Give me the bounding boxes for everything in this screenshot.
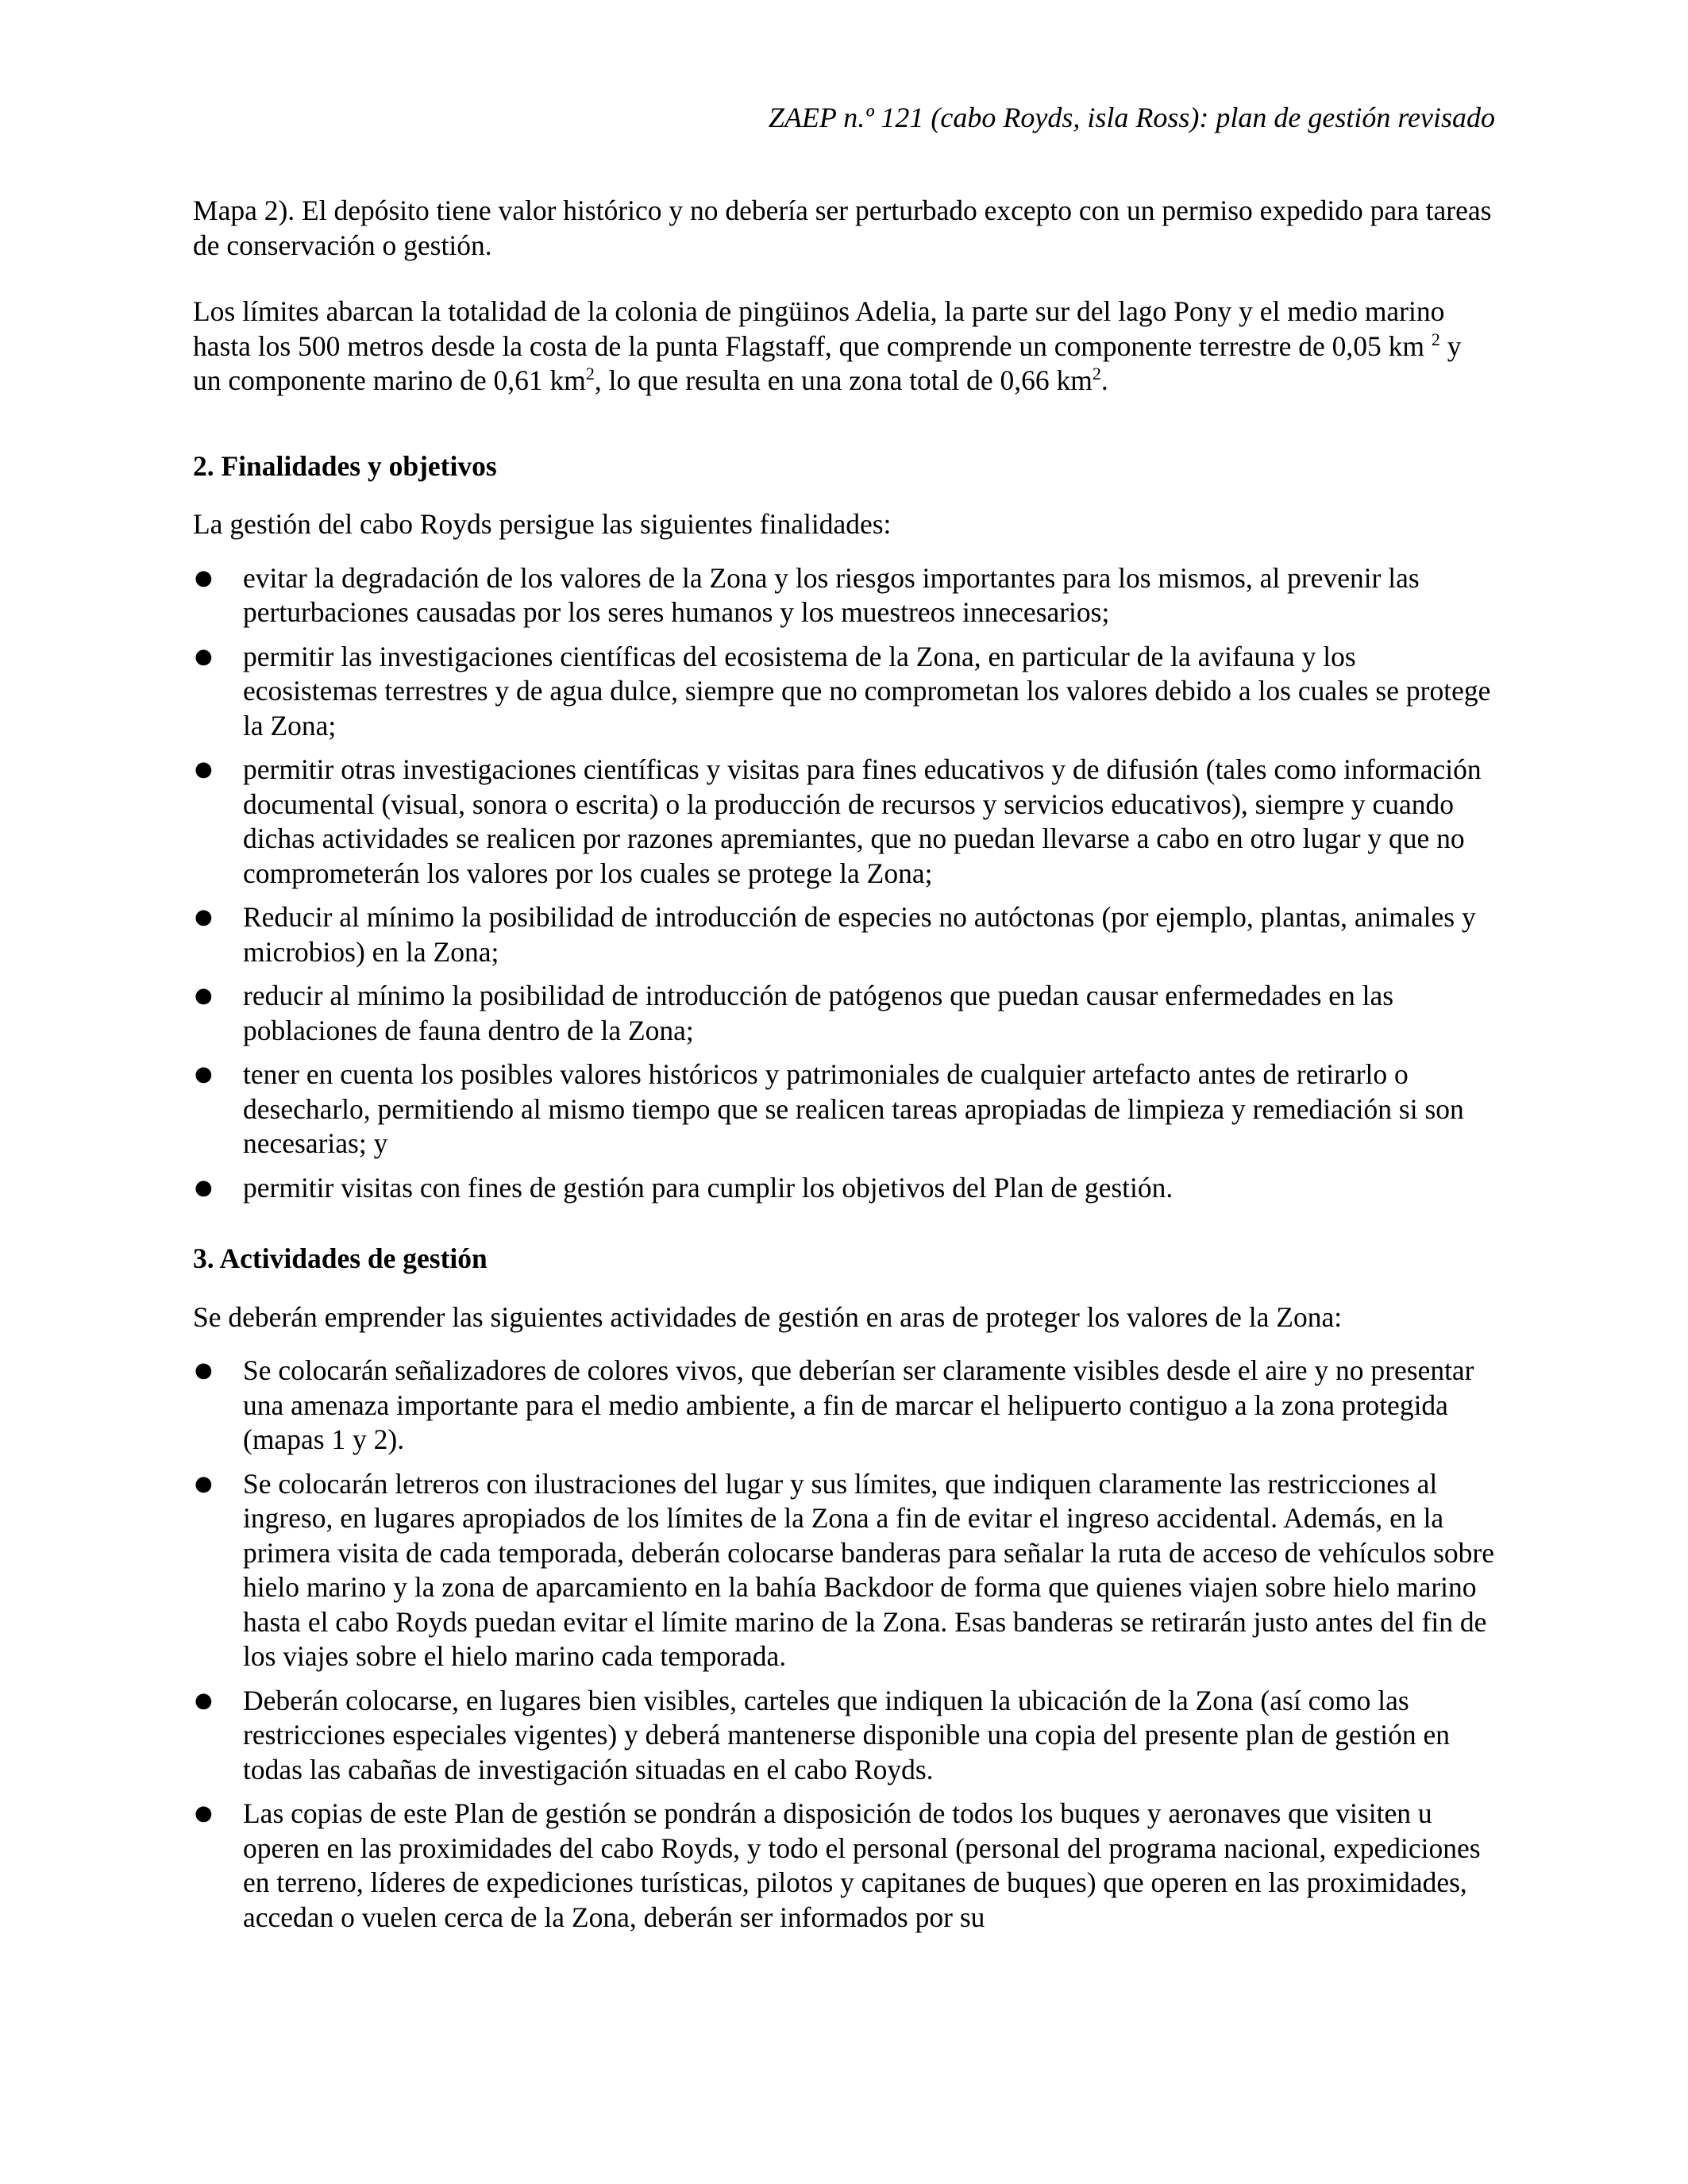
superscript-2: 2 [1092, 364, 1101, 384]
bullet-icon: ● [195, 1688, 213, 1712]
section-heading-management: 3. Actividades de gestión [193, 1242, 488, 1274]
list-item-text: evitar la degradación de los valores de la Zona y los riesgos importantes para los mismos, al prevenir las perturbaciones causadas por los seres humanos y los muestreos innecesarios; [243, 561, 1420, 628]
bullet-icon: ● [195, 1471, 213, 1496]
bullet-icon: ● [195, 757, 213, 781]
bullet-icon: ● [195, 1801, 213, 1825]
list-item [193, 900, 1495, 969]
list-item [193, 640, 1495, 744]
boundaries-text-part4: . [1100, 364, 1108, 396]
list-item-text: permitir visitas con fines de gestión para cumplir los objetivos del Plan de gestión. [243, 1171, 1174, 1204]
list-item [193, 1057, 1495, 1161]
superscript-2: 2 [1431, 329, 1440, 349]
bullet-icon: ● [195, 905, 213, 929]
section-intro-management: Se deberán emprender las siguientes actividades de gestión en aras de proteger los valores de la Zona: [193, 1300, 1343, 1333]
page-content [193, 194, 1495, 1944]
boundaries-text-part1: Los límites abarcan la totalidad de la colonia de pingüinos Adelia, la parte sur del lago Pony y el medio marino hasta los 500 metros desde la costa de la punta Flagstaff, que comprende un componente terrestre de 0,05 km [193, 295, 1445, 362]
list-item-text: reducir al mínimo la posibilidad de introducción de patógenos que puedan causar enfermedades en las poblaciones de fauna dentro de la Zona; [243, 980, 1394, 1046]
continuation-paragraph: Mapa 2). El depósito tiene valor histórico y no debería ser perturbado excepto con un permiso expedido para tareas de conservación o gestión. [193, 195, 1492, 261]
list-item-text: permitir otras investigaciones científicas y visitas para fines educativos y de difusión (tales como información documental (visual, sonora o escrita) o la producción de recursos y servicios educativos), siempre y cuando dichas actividades se realicen por razones apremiantes, que no puedan llevarse a cabo en otro lugar y que no comprometerán los valores por los cuales se protege la Zona; [243, 753, 1482, 889]
superscript-2: 2 [585, 364, 595, 384]
aims-list [193, 561, 1495, 1206]
list-item-text: Las copias de este Plan de gestión se pondrán a disposición de todos los buques y aeronaves que visiten u operen en las proximidades del cabo Royds, y todo el personal (personal del programa nacional, expediciones en terreno, líderes de expediciones turísticas, pilotos y capitanes de buques) que operen en las proximidades, accedan o vuelen cerca de la Zona, deberán ser informados por su [243, 1797, 1481, 1933]
list-item [193, 561, 1495, 630]
boundaries-text-part2: y un componente marino de 0,61 km [193, 329, 1462, 396]
bullet-icon: ● [195, 565, 213, 590]
list-item-text: Reducir al mínimo la posibilidad de introducción de especies no autóctonas (por ejemplo, plantas, animales y microbios) en la Zona; [243, 901, 1476, 968]
list-item-text: permitir las investigaciones científicas del ecosistema de la Zona, en particular de la avifauna y los ecosistemas terrestres y de agua dulce, siempre que no comprometan los valores debido a los cuales se protege la Zona; [243, 640, 1491, 741]
list-item [193, 1354, 1495, 1458]
running-header: ZAEP n.º 121 (cabo Royds, isla Ross): plan de gestión revisado [768, 102, 1495, 133]
list-item-text: Deberán colocarse, en lugares bien visibles, carteles que indiquen la ubicación de la Zona (así como las restricciones especiales vigentes) y deberá mantenerse disponible una copia del presente plan de gestión en todas las cabañas de investigación situadas en el cabo Royds. [243, 1684, 1450, 1785]
list-item-text: Se colocarán señalizadores de colores vivos, que deberían ser claramente visibles desde el aire y no presentar una amenaza importante para el medio ambiente, a fin de marcar el helipuerto contiguo a la zona protegida (mapas 1 y 2). [243, 1354, 1474, 1455]
bullet-icon: ● [195, 1062, 213, 1086]
bullet-icon: ● [195, 1175, 213, 1200]
list-item [193, 1171, 1495, 1206]
bullet-icon: ● [195, 984, 213, 1007]
boundaries-paragraph [193, 295, 1495, 399]
list-item [193, 1797, 1495, 1935]
list-item [193, 753, 1495, 891]
list-item [193, 1467, 1495, 1674]
list-item-text: tener en cuenta los posibles valores históricos y patrimoniales de cualquier artefacto antes de retirarlo o desecharlo, permitiendo al mismo tiempo que se realicen tareas apropiadas de limpieza y remediación si son necesarias; y [243, 1058, 1464, 1159]
list-item [193, 979, 1495, 1048]
bullet-icon: ● [195, 644, 213, 668]
bullet-icon: ● [195, 1358, 213, 1382]
section-heading-aims: 2. Finalidades y objetivos [193, 449, 497, 482]
management-list [193, 1354, 1495, 1935]
section-intro-aims: La gestión del cabo Royds persigue las siguientes finalidades: [193, 508, 892, 540]
boundaries-text-part3: , lo que resulta en una zona total de 0,66 km [594, 364, 1093, 396]
list-item-text: Se colocarán letreros con ilustraciones del lugar y sus límites, que indiquen claramente las restricciones al ingreso, en lugares apropiados de los límites de la Zona a fin de evitar el ingreso accidental. Además, en la primera visita de cada temporada, deberán colocarse banderas para señalar la ruta de acceso de vehículos sobre hielo marino y la zona de aparcamiento en la bahía Backdoor de forma que quienes viajen sobre hielo marino hasta el cabo Royds puedan evitar el límite marino de la Zona. Esas banderas se retirarán justo antes del fin de los viajes sobre el hielo marino cada temporada. [243, 1467, 1495, 1672]
list-item [193, 1684, 1495, 1788]
